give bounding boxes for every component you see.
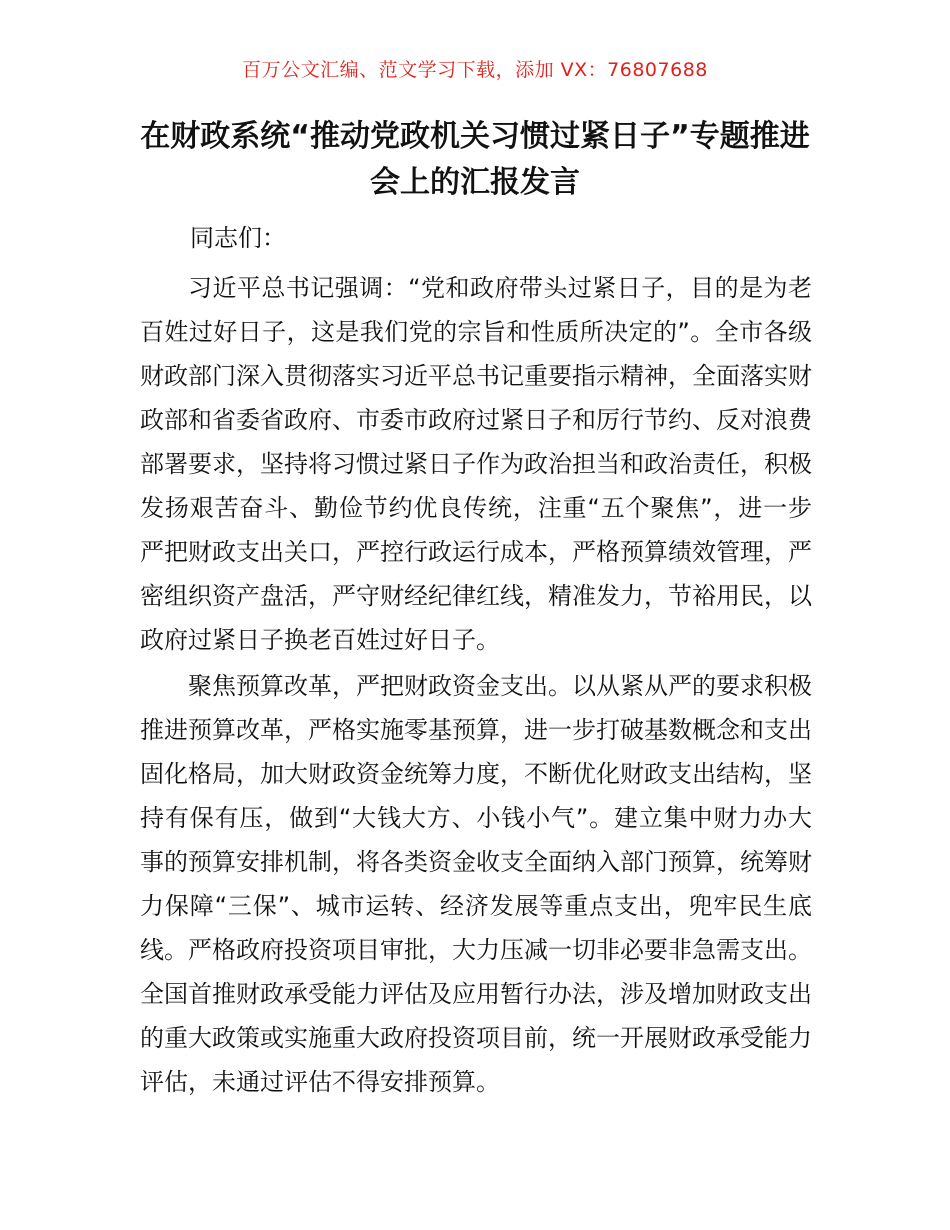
document-title: 在财政系统“推动党政机关习惯过紧日子”专题推进会上的汇报发言 xyxy=(140,119,810,200)
watermark-header: 百万公文汇编、范文学习下载，添加 VX：76807688 xyxy=(242,59,708,81)
paragraph-2: 聚焦预算改革，严把财政资金支出。以从紧从严的要求积极推进预算改革，严格实施零基预算，进一步打破基数概念和支出固化格局，加大财政资金统筹力度，不断优化财政支出结构，坚持有保有压，做到“大钱大方、小钱小气”。建立集中财力办大事的预算安排机制，将各类资金收支全面纳入部门预算，统筹财力保障“三保”、城市运转、经济发展等重点支出，兜牢民生底线。严格政府投资项目审批，大力压减一切非必要非急需支出。全国首推财政承受能力评估及应用暂行办法，涉及增加财政支出的重大政策或实施重大政府投资项目前，统一开展财政承受能力评估，未通过评估不得安排预算。 xyxy=(140,672,812,1096)
salutation: 同志们： xyxy=(190,224,286,252)
paragraph-1: 习近平总书记强调：“党和政府带头过紧日子，目的是为老百姓过好日子，这是我们党的宗旨和性质所决定的”。全市各级财政部门深入贯彻落实习近平总书记重要指示精神，全面落实财政部和省委省政府、市委市政府过紧日子和厉行节约、反对浪费部署要求，坚持将习惯过紧日子作为政治担当和政治责任，积极发扬艰苦奋斗、勤俭节约优良传统，注重“五个聚焦”，进一步严把财政支出关口，严控行政运行成本，严格预算绩效管理，严密组织资产盘活，严守财经纪律红线，精准发力，节裕用民，以政府过紧日子换老百姓过好日子。 xyxy=(140,274,812,654)
